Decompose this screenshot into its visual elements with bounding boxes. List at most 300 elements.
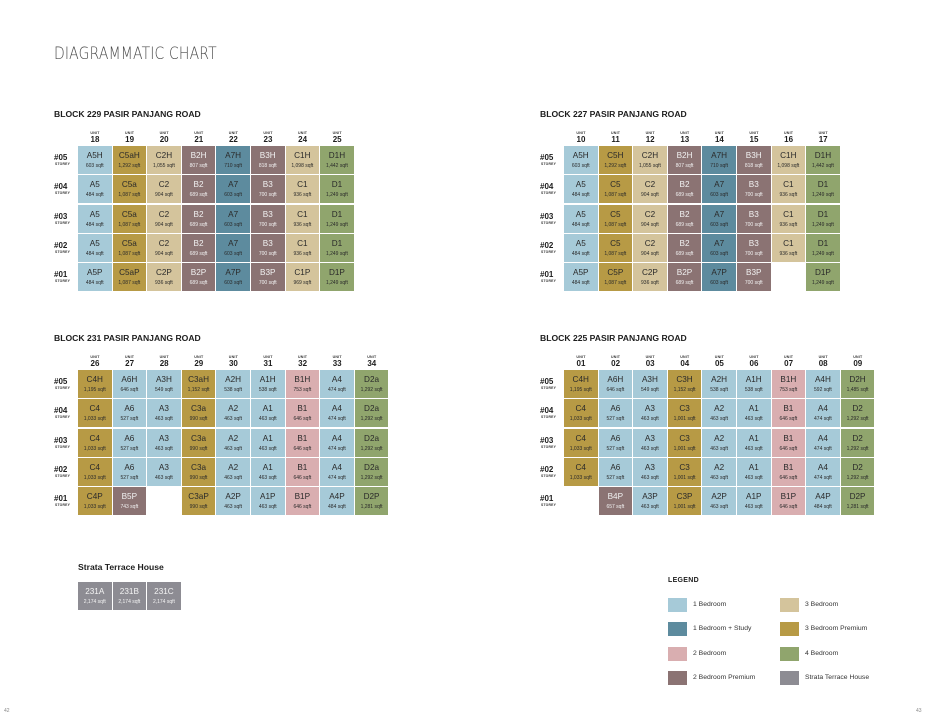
storey-number: #05	[54, 377, 68, 386]
unit-header-label: UNIT	[784, 131, 794, 135]
unit-area: 1,087 sqft	[118, 221, 141, 228]
unit-cell	[216, 234, 250, 262]
unit-area: 646 sqft	[293, 416, 312, 423]
unit-cell	[78, 458, 112, 486]
unit-type: B3	[748, 238, 759, 248]
unit-type: B1P	[294, 492, 311, 502]
legend-label: 3 Bedroom Premium	[805, 625, 868, 633]
unit-cell	[633, 263, 667, 291]
unit-area: 1,087 sqft	[604, 280, 627, 287]
unit-area: 463 sqft	[641, 504, 659, 511]
unit-area: 463 sqft	[224, 504, 243, 511]
unit-cell	[599, 205, 633, 233]
unit-type: A1P	[260, 492, 276, 502]
unit-area: 463 sqft	[155, 474, 173, 481]
unit-type: A7	[714, 180, 725, 190]
unit-type: A6	[610, 462, 621, 472]
unit-cell	[806, 146, 840, 174]
unit-type: D1H	[328, 151, 346, 160]
unit-header-label: UNIT	[818, 355, 828, 359]
unit-header	[251, 131, 285, 144]
unit-type: A1	[748, 404, 759, 414]
unit-area: 646 sqft	[779, 504, 798, 511]
unit-type: A3	[644, 462, 655, 472]
unit-area: 463 sqft	[224, 474, 243, 481]
unit-header	[633, 131, 667, 144]
unit-type: C2	[644, 238, 656, 248]
unit-number: 18	[90, 135, 100, 144]
storey-number: #04	[540, 406, 554, 416]
unit-cell	[702, 487, 736, 515]
unit-type: A2	[714, 404, 725, 414]
unit-area: 936 sqft	[641, 280, 659, 287]
unit-cell	[113, 263, 147, 291]
unit-header	[216, 355, 250, 368]
unit-cell	[599, 458, 633, 486]
unit-type: C5aH	[118, 151, 140, 160]
unit-type: C1P	[294, 268, 311, 278]
unit-area: 527 sqft	[120, 445, 139, 452]
unit-type: C3aP	[188, 492, 209, 502]
unit-type: B3P	[260, 268, 276, 278]
strata-title: Strata Terrace House	[78, 562, 164, 572]
unit-header	[702, 355, 736, 368]
unit-cell	[320, 234, 354, 262]
unit-number: 25	[332, 135, 342, 144]
unit-cell	[564, 175, 598, 203]
unit-area: 700 sqft	[744, 250, 763, 257]
unit-cell	[702, 370, 736, 398]
unit-area: 904 sqft	[155, 250, 173, 257]
unit-area: 1,152 sqft	[187, 387, 210, 393]
unit-cell	[702, 399, 736, 427]
storey-number: #01	[54, 270, 68, 280]
unit-cell	[806, 429, 840, 457]
unit-cell	[355, 399, 389, 427]
legend-swatch	[780, 622, 799, 636]
unit-header-label: UNIT	[645, 131, 655, 135]
unit-header-label: UNIT	[332, 355, 342, 359]
unit-cell	[113, 146, 147, 174]
legend-label: 4 Bedroom	[805, 649, 839, 657]
unit-cell	[737, 487, 771, 515]
unit-number: 03	[645, 359, 655, 368]
storey-caption: STOREY	[541, 503, 557, 508]
legend-label: Strata Terrace House	[805, 673, 870, 681]
unit-cell	[216, 205, 250, 233]
unit-cell	[320, 429, 354, 457]
unit-type: A4H	[814, 375, 831, 384]
unit-cell	[147, 175, 181, 203]
unit-area: 969 sqft	[293, 280, 312, 287]
storey-number: #01	[54, 494, 68, 504]
unit-cell	[78, 263, 112, 291]
unit-type: C3	[679, 433, 690, 443]
unit-cell	[668, 146, 702, 174]
unit-cell	[564, 429, 598, 457]
legend-label: 1 Bedroom	[693, 601, 727, 608]
unit-header-label: UNIT	[263, 131, 273, 135]
unit-cell	[113, 205, 147, 233]
storey-number: #02	[54, 464, 68, 474]
unit-cell	[806, 205, 840, 233]
unit-cell	[806, 487, 840, 515]
unit-type: B1	[783, 462, 794, 472]
unit-type: C4H	[572, 375, 589, 384]
unit-type: C5	[610, 180, 621, 190]
unit-area: 603 sqft	[224, 221, 243, 228]
unit-area: 1,249 sqft	[325, 221, 348, 228]
unit-number: 12	[645, 135, 655, 144]
unit-area: 463 sqft	[224, 445, 243, 452]
unit-header-label: UNIT	[853, 355, 863, 359]
unit-area: 1,249 sqft	[325, 280, 348, 287]
unit-area: 484 sqft	[571, 192, 590, 199]
unit-cell	[737, 429, 771, 457]
unit-header-label: UNIT	[784, 355, 794, 359]
block-231-chart	[54, 333, 404, 523]
unit-type: C5a	[121, 209, 137, 219]
unit-cell	[216, 399, 250, 427]
unit-area: 1,249 sqft	[325, 192, 348, 199]
unit-number: 28	[159, 359, 169, 368]
unit-type: B3H	[259, 151, 276, 160]
unit-cell	[182, 458, 216, 486]
unit-cell	[216, 458, 250, 486]
unit-type: B1	[297, 404, 308, 414]
unit-cell	[633, 370, 667, 398]
unit-cell	[633, 458, 667, 486]
storey-label	[540, 153, 564, 166]
unit-header	[182, 131, 216, 144]
unit-area: 463 sqft	[710, 416, 729, 423]
unit-area: 1,087 sqft	[604, 250, 627, 257]
unit-cell	[599, 370, 633, 398]
strata-unit-cell	[113, 582, 147, 610]
storey-caption: STOREY	[55, 473, 71, 478]
unit-area: 1,292 sqft	[360, 387, 383, 393]
unit-type: C4	[89, 433, 100, 443]
unit-area: 603 sqft	[710, 280, 729, 287]
unit-cell	[147, 458, 181, 486]
unit-cell	[251, 234, 285, 262]
unit-header-label: UNIT	[159, 355, 169, 359]
unit-type: D2	[852, 462, 863, 472]
unit-cell	[78, 370, 112, 398]
unit-type: A7	[714, 209, 725, 219]
unit-type: C1	[297, 180, 308, 190]
unit-cell	[806, 370, 840, 398]
unit-type: B2	[679, 180, 690, 190]
unit-cell	[355, 370, 389, 398]
unit-type: B2H	[190, 151, 207, 160]
unit-type: B2H	[676, 151, 693, 160]
unit-cell	[147, 370, 181, 398]
unit-number: 23	[263, 135, 273, 144]
unit-area: 904 sqft	[641, 250, 659, 257]
unit-area: 1,292 sqft	[846, 445, 869, 452]
unit-area: 1,033 sqft	[83, 474, 106, 481]
unit-type: A5	[575, 238, 586, 248]
unit-type: A3	[644, 404, 655, 414]
unit-cell	[633, 175, 667, 203]
unit-area: 700 sqft	[258, 192, 277, 199]
unit-area: 990 sqft	[189, 416, 208, 423]
unit-cell	[668, 370, 702, 398]
unit-header-label: UNIT	[611, 131, 621, 135]
unit-header	[320, 131, 354, 144]
unit-area: 710 sqft	[710, 163, 729, 169]
unit-number: 14	[714, 135, 724, 144]
unit-area: 484 sqft	[85, 221, 104, 228]
unit-header	[633, 355, 667, 368]
unit-cell	[599, 429, 633, 457]
unit-cell	[251, 175, 285, 203]
unit-cell	[841, 487, 875, 515]
unit-area: 904 sqft	[155, 221, 173, 228]
unit-cell	[841, 429, 875, 457]
unit-area: 463 sqft	[744, 416, 763, 423]
unit-type: A1	[262, 404, 273, 414]
unit-cell	[772, 234, 806, 262]
unit-header	[806, 131, 840, 144]
unit-type: B2	[193, 238, 204, 248]
unit-area: 1,485 sqft	[846, 387, 869, 393]
unit-area: 990 sqft	[189, 474, 208, 481]
storey-number: #05	[540, 153, 554, 162]
storey-number: #02	[540, 464, 554, 474]
unit-cell	[182, 487, 216, 515]
unit-type: C4P	[86, 492, 103, 502]
unit-cell	[599, 263, 633, 291]
unit-area: 1,098 sqft	[777, 163, 800, 169]
unit-header	[702, 131, 736, 144]
unit-area: 1,033 sqft	[83, 445, 106, 452]
unit-header	[772, 355, 806, 368]
storey-label	[540, 377, 564, 390]
unit-cell	[320, 205, 354, 233]
unit-type: C1H	[780, 151, 797, 160]
unit-cell	[216, 263, 250, 291]
unit-area: 936 sqft	[293, 192, 312, 199]
unit-cell	[806, 175, 840, 203]
unit-cell	[633, 399, 667, 427]
unit-header	[286, 131, 320, 144]
unit-cell	[599, 234, 633, 262]
unit-area: 1,087 sqft	[604, 192, 627, 199]
unit-area: 1,098 sqft	[291, 163, 314, 169]
storey-number: #03	[54, 435, 68, 445]
unit-area: 689 sqft	[189, 280, 208, 287]
unit-type: D1P	[814, 268, 831, 278]
unit-area: 1,055 sqft	[152, 163, 175, 169]
unit-cell	[113, 370, 147, 398]
unit-type: A5	[89, 238, 100, 248]
unit-type: A4P	[815, 492, 831, 502]
unit-area: 689 sqft	[675, 221, 694, 228]
storey-caption: STOREY	[55, 386, 71, 390]
unit-area: 463 sqft	[224, 416, 243, 423]
legend-title: LEGEND	[668, 577, 699, 584]
unit-type: B3	[262, 209, 273, 219]
unit-header-label: UNIT	[159, 131, 169, 135]
unit-area: 1,087 sqft	[604, 221, 627, 228]
storey-label	[540, 270, 564, 283]
unit-cell	[251, 429, 285, 457]
unit-area: 474 sqft	[814, 445, 832, 452]
unit-area: 538 sqft	[224, 387, 243, 393]
unit-area: 603 sqft	[710, 221, 729, 228]
storey-label	[540, 241, 564, 254]
storey-caption: STOREY	[541, 444, 557, 449]
strata-unit-cell	[147, 582, 181, 610]
unit-type: B2	[679, 209, 690, 219]
unit-type: D1	[331, 180, 343, 190]
unit-header	[737, 131, 771, 144]
unit-area: 1,292 sqft	[360, 474, 383, 481]
unit-area: 1,281 sqft	[846, 504, 869, 511]
unit-header	[599, 355, 633, 368]
storey-caption: STOREY	[541, 386, 557, 390]
unit-type: B1H	[780, 375, 797, 384]
storey-label	[54, 436, 78, 449]
unit-type: A6H	[607, 375, 624, 384]
unit-type: A3	[158, 433, 169, 443]
unit-type: C5P	[607, 268, 624, 278]
unit-cell	[286, 487, 320, 515]
unit-number: 34	[367, 359, 377, 368]
unit-type: B4P	[607, 492, 624, 502]
unit-area: 474 sqft	[328, 387, 346, 393]
unit-cell	[599, 487, 633, 515]
unit-type: C5aP	[119, 268, 140, 278]
unit-type: B3	[748, 180, 759, 190]
legend-label: 2 Bedroom	[693, 649, 727, 657]
unit-area: 463 sqft	[155, 416, 173, 423]
unit-area: 527 sqft	[120, 416, 139, 423]
unit-type: A2	[228, 404, 239, 414]
storey-number: #04	[54, 406, 68, 416]
unit-type: D1	[331, 238, 343, 248]
unit-area: 538 sqft	[710, 387, 729, 393]
unit-area: 463 sqft	[710, 445, 729, 452]
unit-type: A7P	[225, 268, 241, 278]
unit-header	[147, 355, 181, 368]
unit-type: C1H	[294, 151, 311, 160]
unit-number: 24	[298, 135, 308, 144]
unit-type: A6H	[121, 375, 138, 384]
unit-cell	[668, 175, 702, 203]
unit-area: 484 sqft	[85, 250, 104, 257]
legend-swatch	[668, 671, 687, 685]
unit-area: 527 sqft	[606, 445, 625, 452]
unit-type: C4	[89, 404, 100, 414]
unit-type: D1	[331, 209, 343, 219]
unit-header-label: UNIT	[749, 355, 759, 359]
block-229-chart	[54, 109, 374, 299]
unit-cell	[668, 263, 702, 291]
unit-type: C2	[644, 180, 656, 190]
unit-area: 2,174 sqft	[83, 599, 106, 605]
unit-type: A1	[748, 462, 759, 472]
storey-caption: STOREY	[55, 191, 71, 196]
unit-type: C4	[575, 404, 586, 414]
unit-type: A6	[610, 404, 621, 414]
unit-type: B2P	[190, 268, 207, 278]
unit-number: 13	[680, 135, 690, 144]
storey-caption: STOREY	[541, 249, 557, 254]
unit-area: 603 sqft	[224, 250, 243, 257]
unit-area: 474 sqft	[328, 416, 346, 423]
unit-type: A2	[714, 433, 725, 443]
unit-type: A2H	[225, 375, 242, 384]
unit-area: 1,152 sqft	[673, 387, 696, 393]
unit-type: C1	[783, 209, 794, 219]
unit-type: D2a	[364, 462, 380, 472]
unit-area: 1,292 sqft	[846, 416, 869, 423]
unit-cell	[737, 263, 771, 291]
unit-area: 646 sqft	[293, 474, 312, 481]
unit-area: 936 sqft	[293, 250, 312, 257]
unit-area: 549 sqft	[155, 387, 173, 393]
unit-area: 936 sqft	[293, 221, 312, 228]
unit-header	[668, 131, 702, 144]
unit-type: A6	[124, 433, 135, 443]
unit-area: 1,001 sqft	[673, 504, 696, 511]
unit-header-label: UNIT	[645, 355, 655, 359]
unit-area: 603 sqft	[710, 250, 729, 257]
unit-type: A6	[610, 433, 621, 443]
unit-cell	[286, 205, 320, 233]
unit-header-label: UNIT	[194, 355, 204, 359]
storey-label	[54, 212, 78, 225]
unit-area: 700 sqft	[258, 280, 277, 287]
storey-caption: STOREY	[55, 444, 71, 449]
unit-header-label: UNIT	[228, 131, 238, 135]
unit-type: A5P	[573, 268, 589, 278]
unit-header-label: UNIT	[298, 355, 308, 359]
unit-type: B3P	[746, 268, 762, 278]
unit-area: 603 sqft	[224, 280, 243, 287]
unit-cell	[147, 399, 181, 427]
unit-area: 463 sqft	[258, 416, 277, 423]
unit-area: 484 sqft	[814, 504, 832, 511]
unit-header	[599, 131, 633, 144]
unit-cell	[702, 263, 736, 291]
unit-type: A3	[158, 462, 169, 472]
unit-area: 753 sqft	[779, 387, 798, 393]
unit-area: 1,249 sqft	[811, 250, 834, 257]
unit-cell	[564, 370, 598, 398]
unit-cell	[772, 487, 806, 515]
unit-area: 463 sqft	[258, 445, 277, 452]
unit-header-label: UNIT	[714, 131, 724, 135]
storey-caption: STOREY	[55, 249, 71, 254]
unit-cell	[633, 146, 667, 174]
storey-caption: STOREY	[541, 415, 557, 420]
unit-type: C2H	[641, 151, 659, 160]
unit-area: 936 sqft	[779, 221, 798, 228]
unit-area: 936 sqft	[155, 280, 173, 287]
unit-cell	[78, 175, 112, 203]
unit-header	[286, 355, 320, 368]
unit-type: C3a	[191, 433, 207, 443]
unit-area: 463 sqft	[155, 445, 173, 452]
unit-type: C3a	[191, 462, 207, 472]
unit-area: 743 sqft	[120, 504, 139, 511]
unit-cell	[564, 234, 598, 262]
block-title: BLOCK 231 PASIR PANJANG ROAD	[54, 333, 201, 343]
